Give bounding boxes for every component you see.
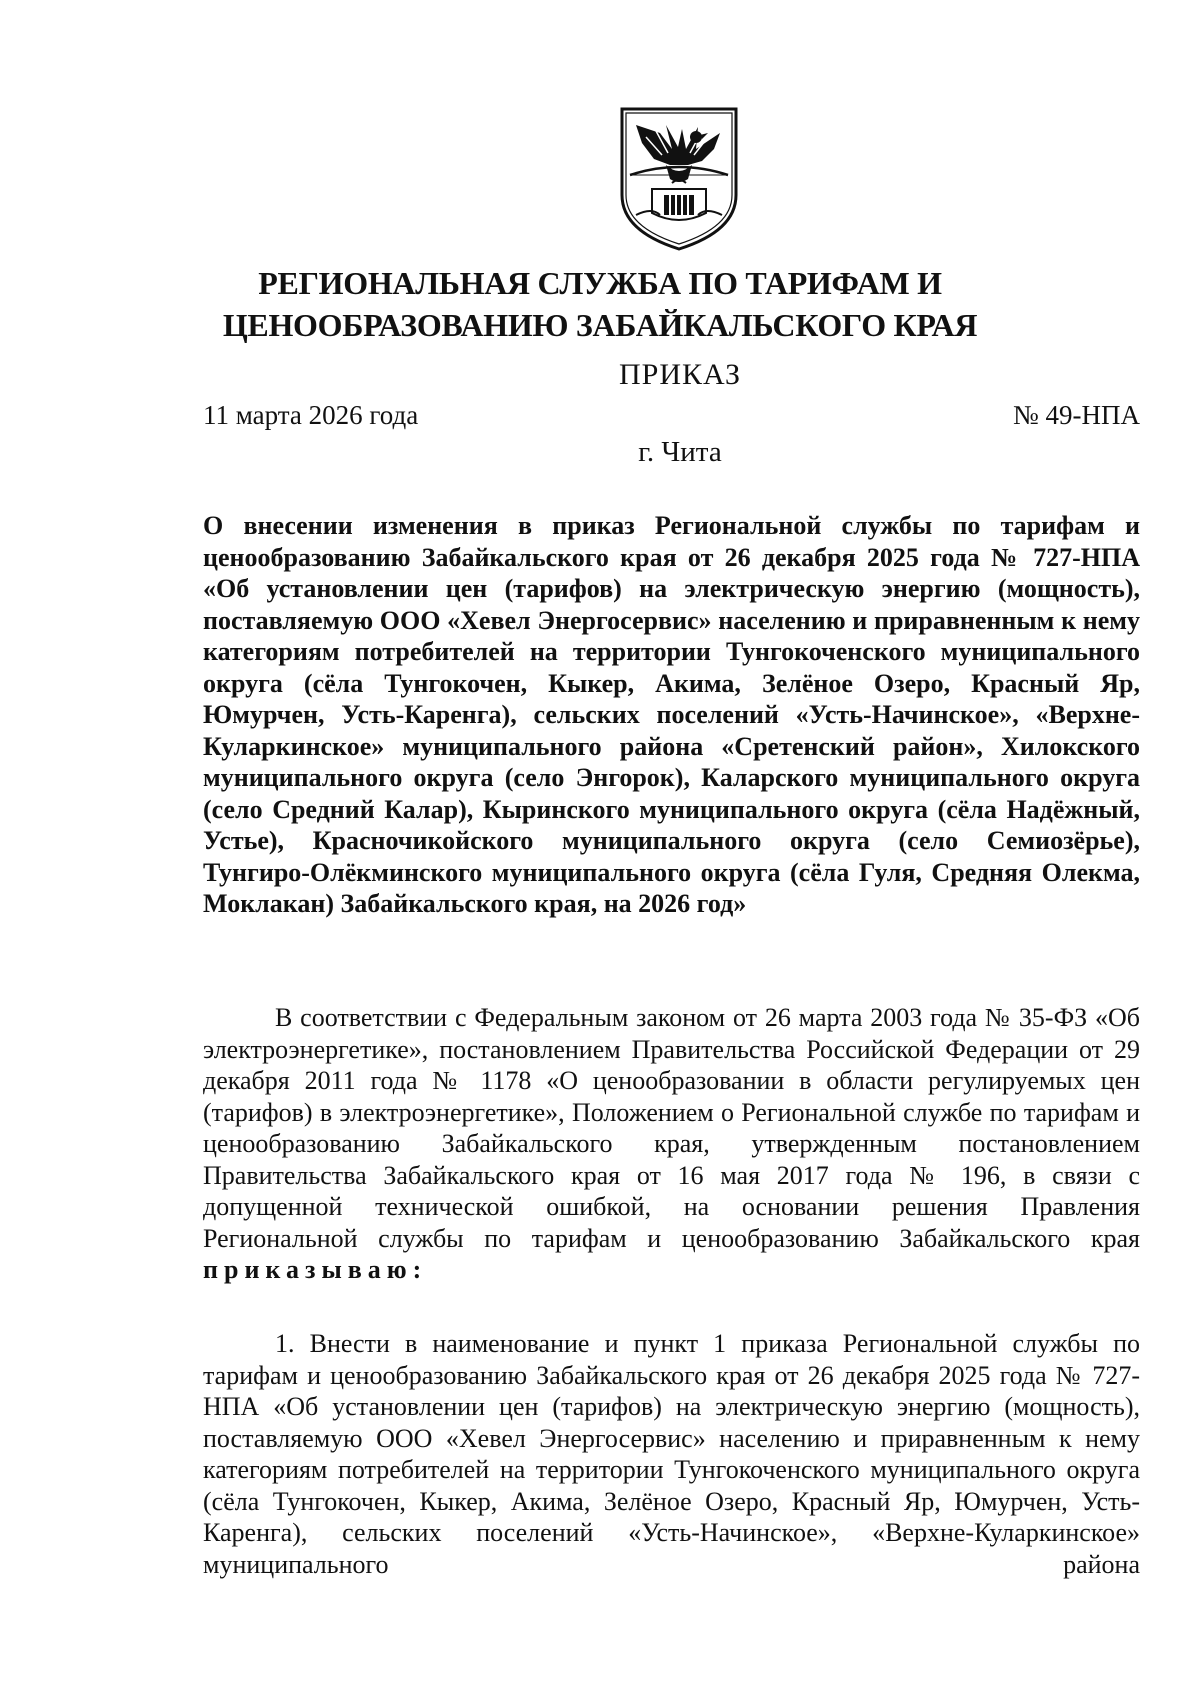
coat-of-arms-emblem (616, 103, 742, 253)
order-word: приказываю: (203, 1255, 428, 1284)
document-title: О внесении изменения в приказ Региональной службы по тарифам и ценообразованию Забайкальского края от 26 декабря 2025 года № 727-НПА «Об установлении цен (тарифов) на электрическую энергию (мощность), поставляемую ООО «Хевел Энергосервис» населению и приравненным к нему категориям потребителей на территории Тунгокоченского муниципального округа (сёла Тунгокочен, Кыкер, Акима, Зелёное Озеро, Красный Яр, Юмурчен, Усть-Каренга), сельских поселений «Усть-Начинское», «Верхне-Куларкинское» муниципального района «Сретенский район», Хилокского муниципального округа (село Энгорок), Каларского муниципального округа (село Средний Калар), Кыринского муниципального округа (сёла Надёжный, Устье), Красночикойского муниципального округа (село Семиозёрье), Тунгиро-Олёкминского муниципального округа (сёла Гуля, Средняя Олекма, Моклакан) Забайкальского края, на 2026 год» (203, 511, 1140, 918)
document-city: г. Чита (638, 436, 722, 468)
document-number: № 49-НПА (1013, 400, 1140, 430)
document-date: 11 марта 2026 года (203, 400, 419, 430)
agency-name-line-1: РЕГИОНАЛЬНАЯ СЛУЖБА ПО ТАРИФАМ И (258, 265, 942, 301)
agency-name-line-2: ЦЕНООБРАЗОВАНИЮ ЗАБАЙКАЛЬСКОГО КРАЯ (222, 307, 978, 343)
document-type: ПРИКАЗ (619, 358, 741, 391)
preamble-text: В соответствии с Федеральным законом от 26 марта 2003 года № 35-ФЗ «Об электроэнергетике», постановлением Правительства Российской Федерации от 29 декабря 2011 года № 1178 «О ценообразовании в области регулируемых цен (тарифов) в электроэнергетике», Положением о Региональной службе по тарифам и ценообразованию Забайкальского края, утвержденным постановлением Правительства Забайкальского края от 16 мая 2017 года № 196, в связи с допущенной технической ошибкой, на основании решения Правления Региональной службы по тарифам и ценообразованию Забайкальского края (203, 1003, 1140, 1253)
preamble-paragraph (203, 1002, 1140, 1286)
item-1-paragraph: 1. Внести в наименование и пункт 1 приказа Региональной службы по тарифам и ценообразованию Забайкальского края от 26 декабря 2025 года № 727-НПА «Об установлении цен (тарифов) на электрическую энергию (мощность), поставляемую ООО «Хевел Энергосервис» населению и приравненным к нему категориям потребителей на территории Тунгокоченского муниципального округа (сёла Тунгокочен, Кыкер, Акима, Зелёное Озеро, Красный Яр, Юмурчен, Усть-Каренга), сельских поселений «Усть-Начинское», «Верхне-Куларкинское» муниципального района (203, 1329, 1140, 1579)
